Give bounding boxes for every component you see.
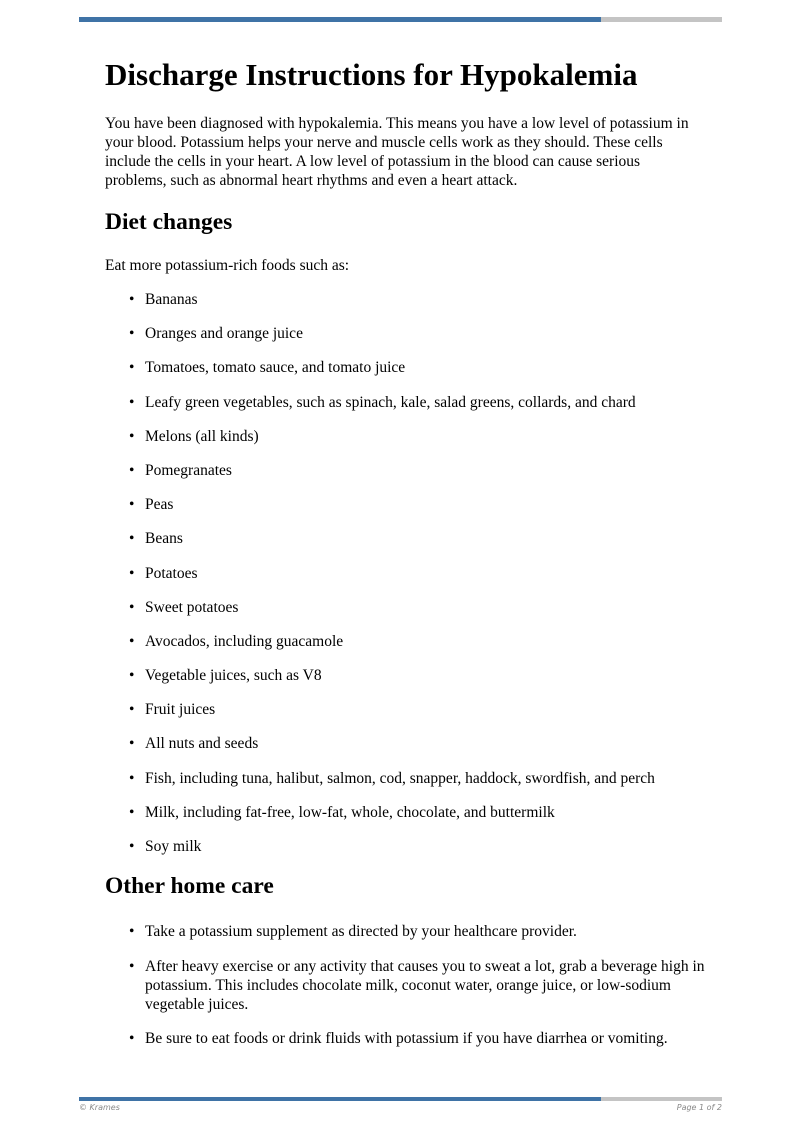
list-item [129, 666, 705, 685]
list-item [129, 393, 705, 412]
list-item [129, 700, 705, 719]
bullet-icon: • [129, 838, 135, 855]
list-item [129, 837, 705, 856]
list-item [129, 461, 705, 480]
list-item-text: Fish, including tuna, halibut, salmon, cod, snapper, haddock, swordfish, and perch [145, 769, 655, 787]
list-item-text: Peas [145, 496, 174, 514]
list-item [129, 957, 705, 1014]
header-rule-accent [79, 17, 601, 22]
page-title: Discharge Instructions for Hypokalemia [105, 57, 638, 92]
list-item-text: Beans [145, 530, 183, 548]
list-item-text: Sweet potatoes [145, 598, 239, 616]
list-item-text: Take a potassium supplement as directed by your healthcare provider. [145, 923, 577, 940]
bullet-icon: • [129, 957, 135, 975]
list-item-text: Tomatoes, tomato sauce, and tomato juice [145, 359, 406, 377]
bullet-icon: • [129, 923, 135, 940]
list-item [129, 803, 705, 822]
document-body [105, 56, 705, 1064]
footer-rule [79, 1097, 722, 1101]
list-item-text: Milk, including fat-free, low-fat, whole, chocolate, and buttermilk [145, 803, 555, 821]
list-item-text: Soy milk [145, 838, 202, 855]
list-item-text: Be sure to eat foods or drink fluids with potassium if you have diarrhea or vomiting. [145, 1030, 668, 1047]
list-item [129, 324, 705, 343]
list-item [129, 564, 705, 583]
bullet-icon: • [129, 496, 135, 514]
list-item-text: Vegetable juices, such as V8 [145, 667, 322, 685]
bullet-icon: • [129, 632, 135, 650]
bullet-icon: • [129, 291, 135, 308]
bullet-icon: • [129, 325, 135, 343]
list-item [129, 358, 705, 377]
bullet-icon: • [129, 427, 135, 445]
list-item-text: After heavy exercise or any activity that causes you to sweat a lot, grab a beverage high in potassium. This includes chocolate milk, coconut water, orange juice, or low-sodium vegetable juices. [145, 957, 705, 1013]
header-rule [79, 17, 722, 22]
list-item-text: Avocados, including guacamole [145, 632, 344, 650]
bullet-icon: • [129, 530, 135, 548]
bullet-icon: • [129, 735, 135, 753]
list-item [129, 922, 705, 941]
list-item [129, 632, 705, 651]
bullet-icon: • [129, 598, 135, 616]
list-item [129, 290, 705, 309]
list-item-text: Fruit juices [145, 701, 216, 719]
list-item-text: All nuts and seeds [145, 735, 259, 753]
bullet-icon: • [129, 1030, 135, 1047]
list-item-text: Melons (all kinds) [145, 427, 259, 445]
bullet-icon: • [129, 701, 135, 719]
list-item [129, 734, 705, 753]
bullet-icon: • [129, 667, 135, 685]
bullet-icon: • [129, 803, 135, 821]
bullet-icon: • [129, 393, 135, 411]
care-heading: Other home care [105, 873, 274, 899]
diet-lead: Eat more potassium-rich foods such as: [105, 257, 350, 274]
footer-page-number: Page 1 of 2 [676, 1103, 722, 1112]
list-item-text: Leafy green vegetables, such as spinach, kale, salad greens, collards, and chard [145, 393, 636, 411]
list-item-text: Potatoes [145, 564, 198, 582]
list-item [129, 529, 705, 548]
bullet-icon: • [129, 461, 135, 479]
bullet-icon: • [129, 359, 135, 377]
care-list [105, 922, 705, 1048]
diet-list [105, 290, 705, 856]
bullet-icon: • [129, 564, 135, 582]
list-item-text: Bananas [145, 291, 198, 308]
list-item [129, 427, 705, 446]
list-item [129, 769, 705, 788]
footer-rule-accent [79, 1097, 601, 1101]
list-item [129, 495, 705, 514]
list-item [129, 1029, 705, 1048]
diet-heading: Diet changes [105, 209, 233, 235]
list-item [129, 598, 705, 617]
list-item-text: Oranges and orange juice [145, 325, 303, 343]
bullet-icon: • [129, 769, 135, 787]
list-item-text: Pomegranates [145, 461, 232, 479]
footer-copyright: © Krames [79, 1103, 120, 1112]
intro-paragraph: You have been diagnosed with hypokalemia. This means you have a low level of potassium in your blood. Potassium helps your nerve and muscle cells work as they should. These cells include the cells in your heart. A low level of potassium in the blood can cause serious problems, such as abnormal heart rhythms and even a heart attack. [105, 115, 689, 189]
